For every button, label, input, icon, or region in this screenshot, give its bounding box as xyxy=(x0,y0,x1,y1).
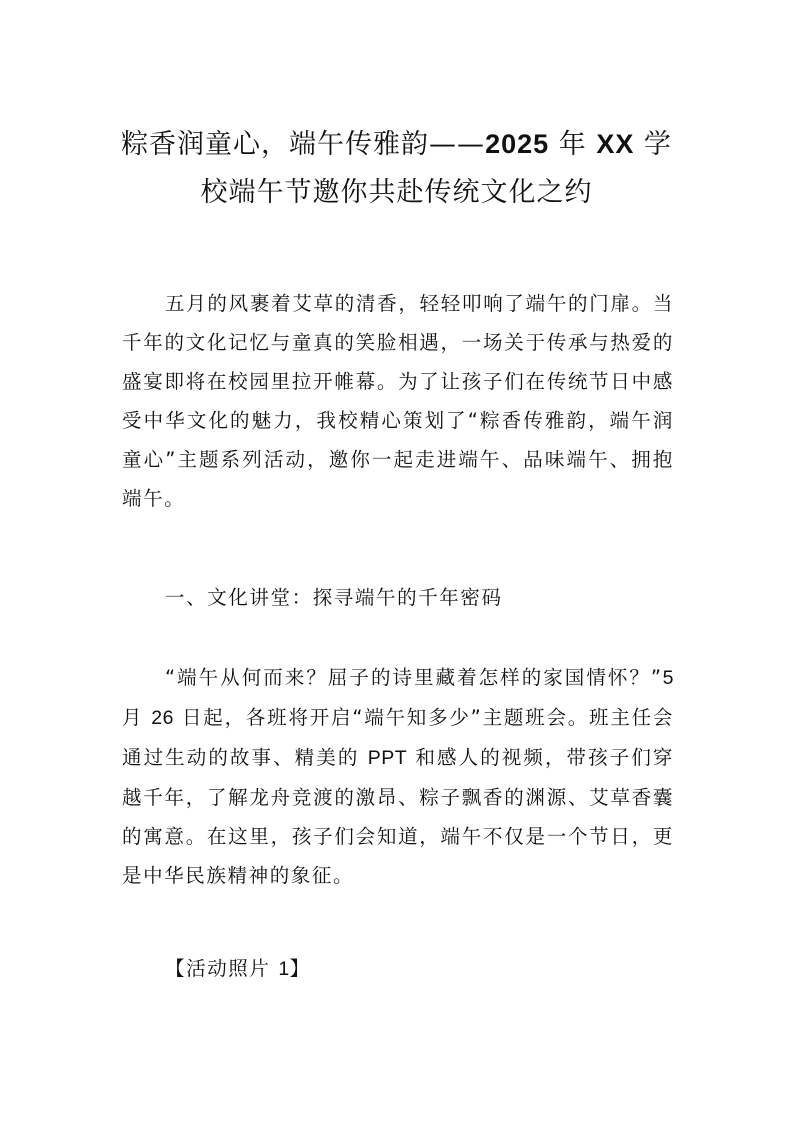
section-paragraph xyxy=(122,658,674,895)
paragraph-text: 日起，各班将开启“端午知多少”主题班会。班主任会通过生动的故事、精美的 xyxy=(122,706,675,769)
paragraph-text: 月 xyxy=(122,706,152,729)
photo-label-number: 1 xyxy=(278,958,290,980)
ppt-term: PPT xyxy=(367,747,408,769)
title-line-2: 校端午节邀你共赴传统文化之约 xyxy=(200,177,593,208)
title-school-placeholder: XX xyxy=(596,129,635,159)
photo-placeholder-label xyxy=(122,949,674,989)
document-title xyxy=(100,120,693,217)
intro-paragraph: 五月的风裹着艾草的清香，轻轻叩响了端午的门扉。当千年的文化记忆与童真的笑脸相遇，一场关于传承与热爱的盛宴即将在校园里拉开帷幕。为了让孩子们在传统节日中感受中华文化的魅力，我校精心策划了“粽香传雅韵，端午润童心”主题系列活动，邀你一起走进端午、品味端午、拥抱端午。 xyxy=(122,292,674,510)
title-text-year-suffix: 年 xyxy=(549,129,597,160)
paragraph-question: “端午从何而来？屈子的诗里藏着怎样的家国情怀？” xyxy=(165,666,663,689)
paragraph-text: 和感人的视频，带孩子们穿越千年，了解龙舟竞渡的激昂、粽子飘香的渊源、艾草香囊的寓意。在这里，孩子们会知道，端午不仅是一个节日，更是中华民族精神的象征。 xyxy=(122,746,674,887)
photo-label-text: 【活动照片 xyxy=(165,957,279,980)
photo-label-bracket: 】 xyxy=(289,957,311,980)
title-year: 2025 xyxy=(485,129,550,159)
title-text-end: 学 xyxy=(634,129,672,160)
section-heading: 一、文化讲堂：探寻端午的千年密码 xyxy=(165,586,503,609)
title-line-1 xyxy=(100,120,693,169)
title-text-cn: 粽香润童心，端午传雅韵—— xyxy=(121,129,486,160)
date-day: 26 xyxy=(151,707,174,729)
date-month: 5 xyxy=(662,667,674,689)
